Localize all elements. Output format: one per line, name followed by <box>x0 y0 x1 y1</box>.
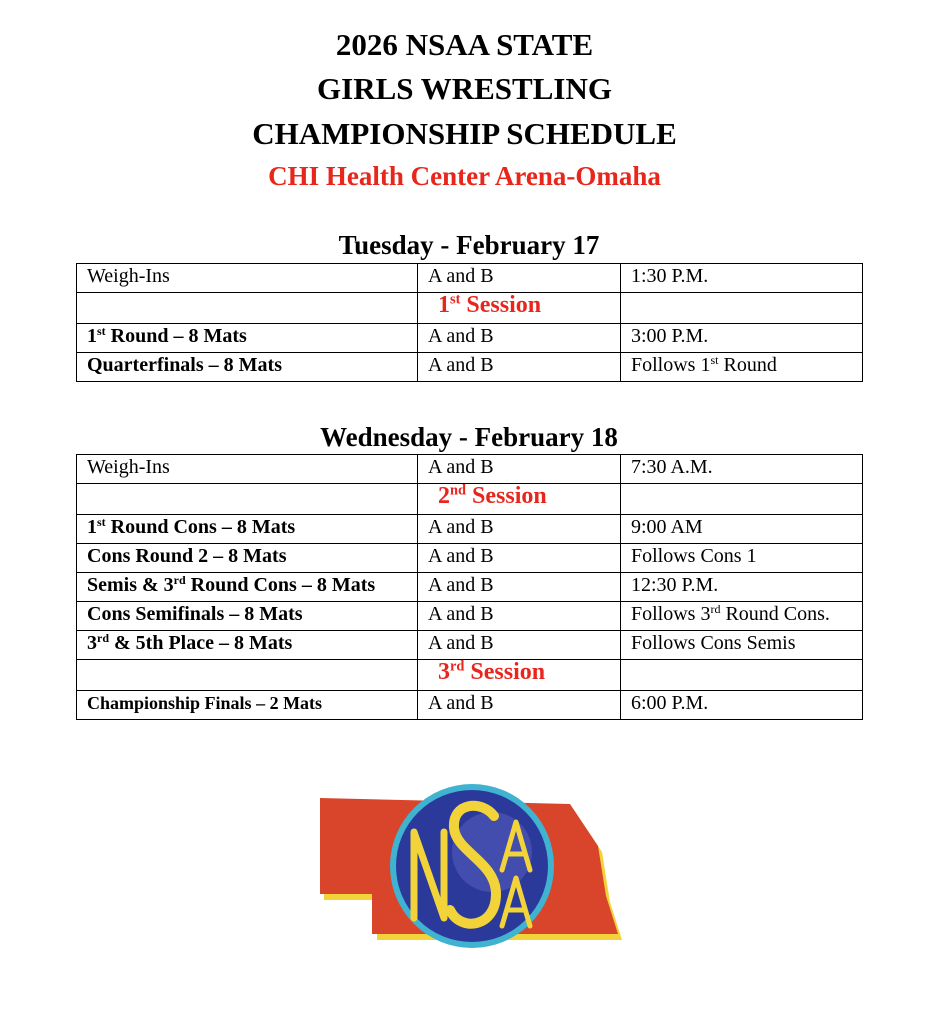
cell-text: Follows Cons Semis <box>631 632 796 654</box>
cell-text: Weigh-Ins <box>87 456 170 478</box>
cell-text: Follows 1 <box>631 354 711 376</box>
empty-cell <box>621 484 863 515</box>
cell-text: 2 <box>438 483 450 509</box>
nsaa-logo <box>312 782 632 952</box>
title-line-2: GIRLS WRESTLING <box>317 71 612 106</box>
empty-cell <box>77 293 418 324</box>
mats-cell: A and B <box>418 353 621 382</box>
schedule-row <box>77 573 863 602</box>
event-cell <box>77 573 418 602</box>
cell-text: 7:30 A.M. <box>631 456 713 478</box>
superscript-text: st <box>97 514 106 529</box>
event-cell <box>77 353 418 382</box>
mats-cell: A and B <box>418 544 621 573</box>
empty-cell <box>77 660 418 691</box>
cell-text: Cons Semifinals – 8 Mats <box>87 603 303 625</box>
cell-text: 6:00 P.M. <box>631 692 709 714</box>
cell-text: 3:00 P.M. <box>631 325 709 347</box>
empty-cell <box>621 293 863 324</box>
session-label <box>418 293 621 324</box>
mats-cell: A and B <box>418 602 621 631</box>
cell-text: 3 <box>438 659 450 685</box>
superscript-text: rd <box>710 601 721 616</box>
time-cell <box>621 324 863 353</box>
mats-cell: A and B <box>418 324 621 353</box>
schedule-row <box>77 515 863 544</box>
time-cell <box>621 602 863 631</box>
superscript-text: rd <box>97 630 109 645</box>
event-cell <box>77 602 418 631</box>
time-cell <box>621 515 863 544</box>
cell-text: 12:30 P.M. <box>631 574 719 596</box>
schedule-row <box>77 691 863 720</box>
event-cell <box>77 691 418 720</box>
mats-cell: A and B <box>418 455 621 484</box>
time-cell <box>621 631 863 660</box>
session-label <box>418 484 621 515</box>
time-cell <box>621 455 863 484</box>
cell-text: 9:00 AM <box>631 516 703 538</box>
session-label <box>418 660 621 691</box>
cell-text: 3 <box>87 632 97 654</box>
event-cell <box>77 631 418 660</box>
session-row <box>77 293 863 324</box>
time-cell <box>621 544 863 573</box>
schedule-row <box>77 544 863 573</box>
cell-text: Semis & 3 <box>87 574 174 596</box>
cell-text: 1:30 P.M. <box>631 265 709 287</box>
cell-text: Round – 8 Mats <box>105 325 247 347</box>
title-line-1: 2026 NSAA STATE <box>335 27 594 62</box>
superscript-text: rd <box>173 572 186 587</box>
mats-cell: A and B <box>418 573 621 602</box>
superscript-text: nd <box>450 482 467 499</box>
cell-text: Weigh-Ins <box>87 265 170 287</box>
cell-text: Championship Finals – 2 Mats <box>87 693 323 713</box>
cell-text: 1 <box>87 516 97 538</box>
empty-cell <box>621 660 863 691</box>
event-cell <box>77 544 418 573</box>
cell-text: 1 <box>87 325 97 347</box>
schedule-row <box>77 264 863 293</box>
schedule-row <box>77 602 863 631</box>
schedule-row <box>77 455 863 484</box>
mats-cell: A and B <box>418 631 621 660</box>
schedule-table-wednesday <box>76 454 863 720</box>
event-cell <box>77 264 418 293</box>
cell-text: Follows Cons 1 <box>631 545 757 567</box>
cell-text: Round Cons. <box>720 603 830 625</box>
mats-cell: A and B <box>418 691 621 720</box>
event-cell <box>77 515 418 544</box>
cell-text: & 5th Place – 8 Mats <box>109 632 293 654</box>
superscript-text: st <box>450 291 461 308</box>
cell-text: Session <box>460 292 542 318</box>
cell-text: Session <box>466 483 547 509</box>
cell-text: 1 <box>438 292 450 318</box>
superscript-text: st <box>97 323 106 338</box>
cell-text: Session <box>464 659 546 685</box>
superscript-text: rd <box>450 658 465 675</box>
session-row <box>77 484 863 515</box>
day-heading-tuesday: Tuesday - February 17 <box>338 230 600 260</box>
cell-text: Round <box>718 354 777 376</box>
time-cell <box>621 691 863 720</box>
cell-text: Follows 3 <box>631 603 711 625</box>
schedule-row <box>77 353 863 382</box>
cell-text: Quarterfinals – 8 Mats <box>87 354 282 376</box>
cell-text: Round Cons – 8 Mats <box>185 574 376 596</box>
schedule-row <box>77 631 863 660</box>
cell-text: Cons Round 2 – 8 Mats <box>87 545 287 567</box>
superscript-text: st <box>710 352 719 367</box>
event-cell <box>77 455 418 484</box>
event-cell <box>77 324 418 353</box>
mats-cell: A and B <box>418 515 621 544</box>
time-cell <box>621 573 863 602</box>
empty-cell <box>77 484 418 515</box>
day-heading-wednesday: Wednesday - February 18 <box>320 422 618 452</box>
mats-cell: A and B <box>418 264 621 293</box>
cell-text: Round Cons – 8 Mats <box>105 516 296 538</box>
schedule-table-tuesday <box>76 263 863 382</box>
time-cell <box>621 353 863 382</box>
time-cell <box>621 264 863 293</box>
session-row <box>77 660 863 691</box>
title-line-3: CHAMPIONSHIP SCHEDULE <box>252 116 677 151</box>
venue-subtitle: CHI Health Center Arena-Omaha <box>268 161 661 191</box>
schedule-row <box>77 324 863 353</box>
